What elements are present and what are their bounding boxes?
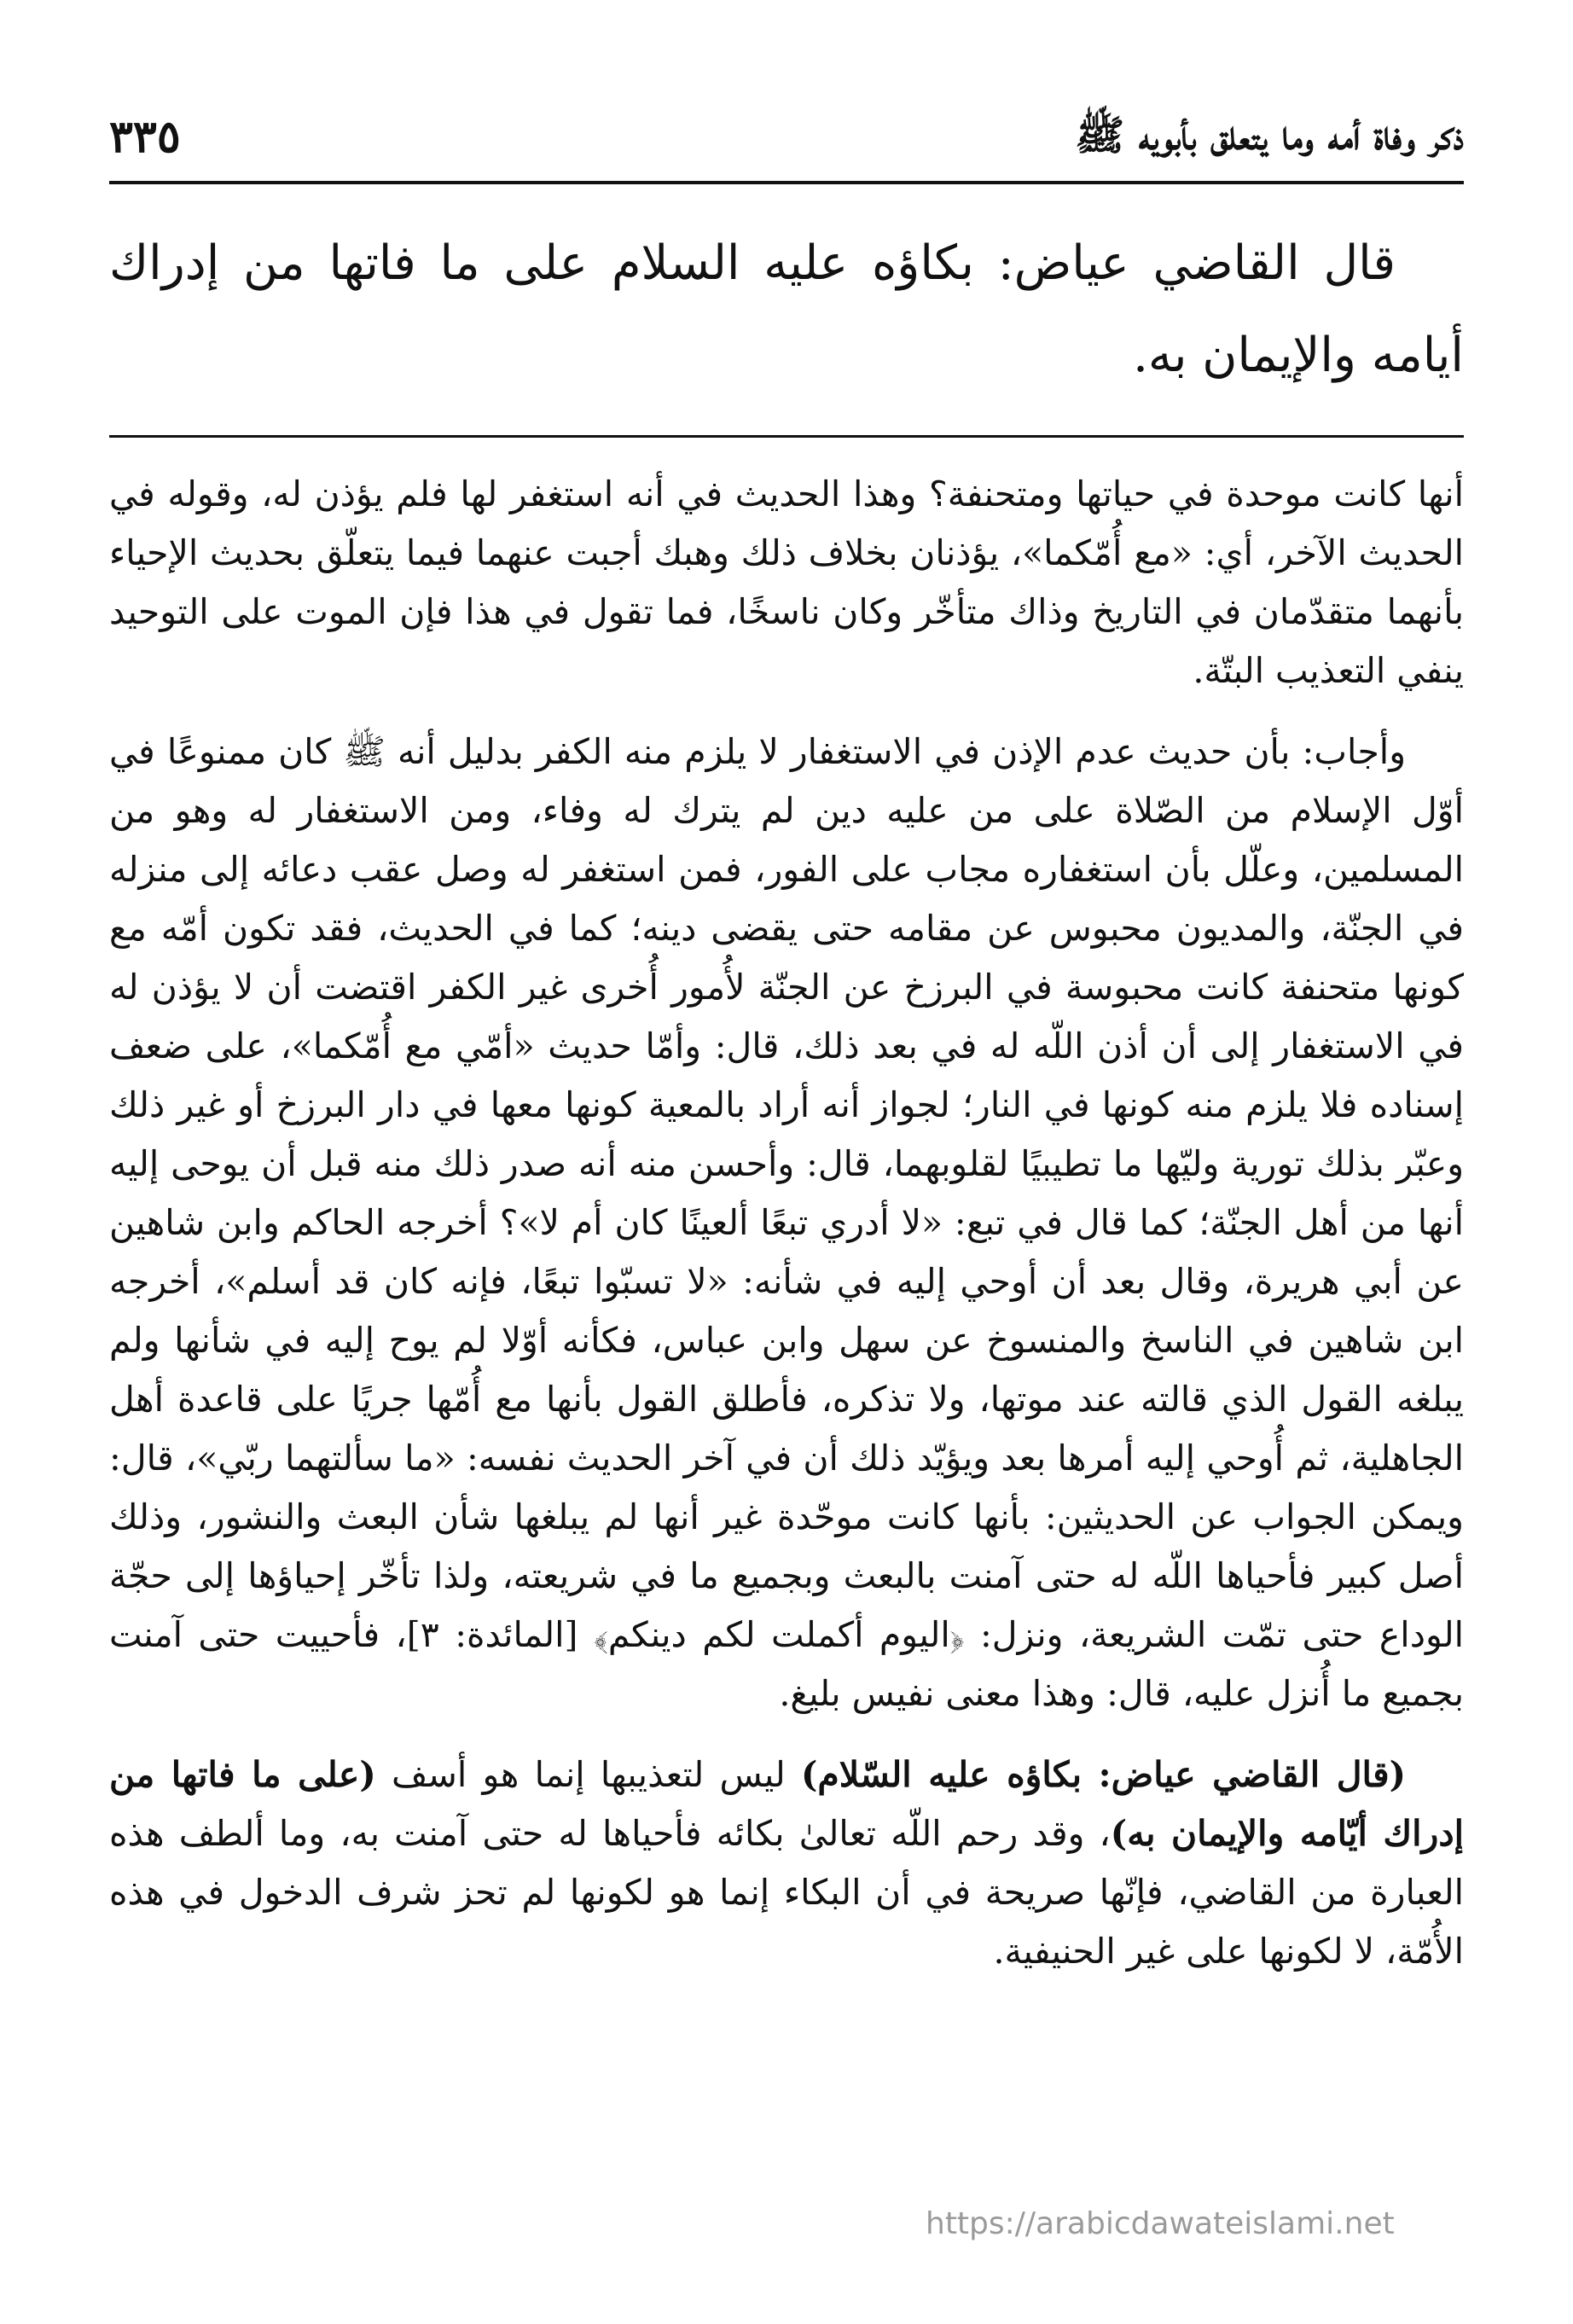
- commentary-text-2: ، وقد رحم اللّه تعالىٰ بكائه فأحياها له حتى آمنت به، وما ألطف هذه العبارة من القاضي، فإنّها صريحة في أن البكاء إنما هو لكونها لم تحز شرف الدخول في هذه الأُمّة، لا لكونها على غير الحنيفية.: [109, 1813, 1464, 1972]
- page-number: ٣٣٥: [109, 111, 181, 163]
- commentary-paragraph-1: أنها كانت موحدة في حياتها ومتحنفة؟ وهذا الحديث في أنه استغفر لها فلم يؤذن له، وقوله في الحديث الآخر، أي: «مع أُمّكما»، يؤذنان بخلاف ذلك وهبك أجبت عنهما فيما يتعلّق بحديث الإحياء بأنهما متقدّمان في التاريخ وذاك متأخّر وكان ناسخًا، فما تقول في هذا فإن الموت على التوحيد ينفي التعذيب البتّة.: [109, 474, 1464, 691]
- running-title: ذكر وفاة أمه وما يتعلق بأبويه ﷺ: [1075, 112, 1464, 160]
- header-divider: [109, 181, 1464, 184]
- commentary: [109, 465, 1464, 2003]
- page-header: [109, 102, 1464, 179]
- section-divider: [109, 435, 1464, 438]
- main-text-paragraph: قال القاضي عياض: بكاؤه عليه السلام على ما فاتها من إدراك أيامه والإيمان به.: [109, 235, 1464, 383]
- commentary-paragraph-3: [109, 1746, 1464, 1981]
- quoted-matn-2: (على ما فاتها من إدراك أيّامه والإيمان به): [109, 1754, 1464, 1854]
- main-text: [109, 218, 1464, 402]
- commentary-text-1: ليس لتعذيبها إنما هو أسف: [375, 1754, 801, 1795]
- quoted-matn-1: (قال القاضي عياض: بكاؤه عليه السّلام): [800, 1754, 1407, 1795]
- website-watermark: https://arabicdawateislami.net: [926, 2206, 1395, 2241]
- commentary-paragraph-2: وأجاب: بأن حديث عدم الإذن في الاستغفار لا يلزم منه الكفر بدليل أنه ﷺ كان ممنوعًا في أوّل الإسلام من الصّلاة على من عليه دين لم يترك له وفاء، ومن الاستغفار له وهو من المسلمين، وعلّل بأن استغفاره مجاب على الفور، فمن استغفر له وصل عقب دعائه إلى منزله في الجنّة، والمديون محبوس عن مقامه حتى يقضى دينه؛ كما في الحديث، فقد تكون أمّه مع كونها متحنفة كانت محبوسة في البرزخ عن الجنّة لأُمور أُخرى غير الكفر اقتضت أن لا يؤذن له في الاستغفار إلى أن أذن اللّه له في بعد ذلك، قال: وأمّا حديث «أمّي مع أُمّكما»، على ضعف إسناده فلا يلزم منه كونها في النار؛ لجواز أنه أراد بالمعية كونها معها في دار البرزخ أو غير ذلك وعبّر بذلك تورية وليّها ما تطيبيًا لقلوبهما، قال: وأحسن منه أنه صدر ذلك منه قبل أن يوحى إليه أنها من أهل الجنّة؛ كما قال في تبع: «لا أدري تبعًا ألعينًا كان أم لا»؟ أخرجه الحاكم وابن شاهين عن أبي هريرة، وقال بعد أن أوحي إليه في شأنه: «لا تسبّوا تبعًا، فإنه كان قد أسلم»، أخرجه ابن شاهين في الناسخ والمنسوخ عن سهل وابن عباس، فكأنه أوّلا لم يوح إليه في شأنها ولم يبلغه القول الذي قالته عند موتها، ولا تذكره، فأطلق القول بأنها مع أُمّها جريًا على قاعدة أهل الجاهلية، ثم أُوحي إليه أمرها بعد ويؤيّد ذلك أن في آخر الحديث نفسه: «ما سألتهما ربّي»، قال: ويمكن الجواب عن الحديثين: بأنها كانت موحّدة غير أنها لم يبلغها شأن البعث والنشور، وذلك أصل كبير فأحياها اللّه له حتى آمنت بالبعث وبجميع ما في شريعته، ولذا تأخّر إحياؤها إلى حجّة الوداع حتى تمّت الشريعة، ونزل: ﴿اليوم أكملت لكم دينكم﴾ [المائدة: ٣]، فأحييت حتى آمنت بجميع ما أُنزل عليه، قال: وهذا معنى نفيس بليغ.: [109, 731, 1465, 1714]
